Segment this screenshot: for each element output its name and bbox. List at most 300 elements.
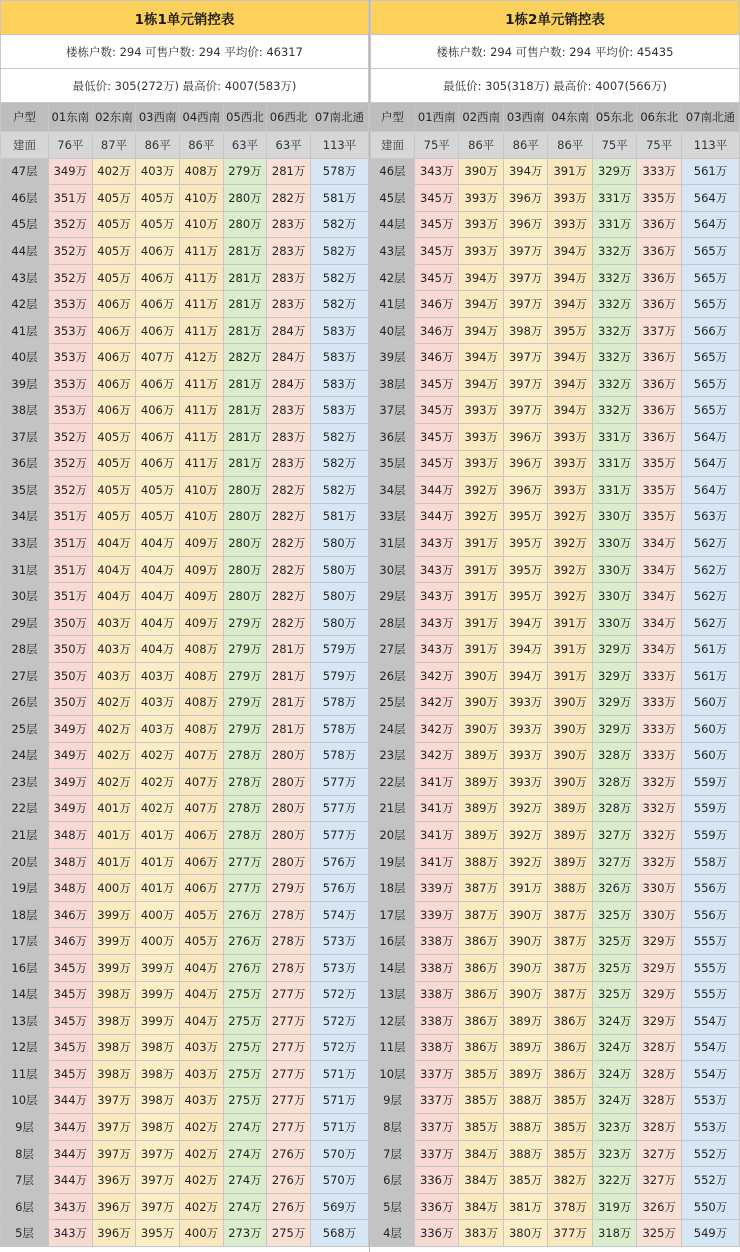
price-cell: 328万 — [637, 1034, 682, 1061]
price-cell: 278万 — [223, 769, 267, 796]
price-cell: 283万 — [267, 264, 311, 291]
price-cell: 345万 — [415, 185, 459, 212]
price-cell: 277万 — [267, 1087, 311, 1114]
price-cell: 407万 — [179, 795, 223, 822]
price-cell: 386万 — [459, 954, 503, 981]
price-cell: 405万 — [136, 211, 180, 238]
price-cell: 389万 — [548, 822, 592, 849]
price-cell: 564万 — [681, 450, 739, 477]
price-cell: 394万 — [503, 662, 547, 689]
price-cell: 404万 — [179, 1008, 223, 1035]
price-cell: 554万 — [681, 1008, 739, 1035]
price-cell: 333万 — [637, 716, 682, 743]
price-cell: 393万 — [459, 397, 503, 424]
floor-row — [1, 158, 369, 185]
price-cell: 402万 — [179, 1114, 223, 1141]
price-cell: 392万 — [548, 556, 592, 583]
price-cell: 555万 — [681, 981, 739, 1008]
price-cell: 277万 — [267, 1061, 311, 1088]
column-header: 06东北 — [637, 103, 682, 132]
area-label: 建面 — [371, 132, 415, 159]
unit1-table — [0, 0, 369, 1247]
floor-label: 41层 — [371, 291, 415, 318]
price-cell: 401万 — [92, 822, 136, 849]
price-cell: 331万 — [592, 185, 636, 212]
price-cell: 341万 — [415, 769, 459, 796]
price-cell: 401万 — [92, 848, 136, 875]
price-cell: 324万 — [592, 1034, 636, 1061]
price-cell: 385万 — [459, 1114, 503, 1141]
floor-row — [371, 530, 740, 557]
price-cell: 384万 — [459, 1140, 503, 1167]
price-cell: 564万 — [681, 424, 739, 451]
price-cell: 345万 — [49, 981, 93, 1008]
floor-row — [1, 742, 369, 769]
price-cell: 282万 — [267, 556, 311, 583]
floor-row — [371, 238, 740, 265]
price-cell: 407万 — [136, 344, 180, 371]
price-cell: 411万 — [179, 264, 223, 291]
price-cell: 550万 — [681, 1193, 739, 1220]
floor-label: 9层 — [1, 1114, 49, 1141]
price-cell: 336万 — [637, 344, 682, 371]
price-cell: 342万 — [415, 689, 459, 716]
floor-row — [371, 636, 740, 663]
price-cell: 394万 — [459, 317, 503, 344]
floor-row — [1, 1220, 369, 1247]
area-cell: 86平 — [503, 132, 547, 159]
floor-label: 45层 — [1, 211, 49, 238]
price-cell: 341万 — [415, 848, 459, 875]
price-cell: 554万 — [681, 1034, 739, 1061]
price-cell: 389万 — [459, 795, 503, 822]
floor-label: 22层 — [371, 769, 415, 796]
price-cell: 336万 — [415, 1193, 459, 1220]
column-header: 03西南 — [136, 103, 180, 132]
price-cell: 351万 — [49, 503, 93, 530]
price-cell: 406万 — [179, 822, 223, 849]
price-cell: 549万 — [681, 1220, 739, 1247]
price-cell: 572万 — [310, 1034, 368, 1061]
floor-row — [371, 370, 740, 397]
price-cell: 402万 — [179, 1193, 223, 1220]
price-cell: 280万 — [267, 742, 311, 769]
floor-label: 44层 — [1, 238, 49, 265]
price-cell: 390万 — [548, 742, 592, 769]
price-cell: 380万 — [503, 1220, 547, 1247]
price-cell: 331万 — [592, 477, 636, 504]
price-cell: 280万 — [223, 556, 267, 583]
price-cell: 389万 — [459, 742, 503, 769]
floor-label: 13层 — [371, 981, 415, 1008]
price-cell: 390万 — [503, 901, 547, 928]
price-cell: 330万 — [592, 583, 636, 610]
price-cell: 571万 — [310, 1061, 368, 1088]
price-cell: 565万 — [681, 397, 739, 424]
price-cell: 345万 — [415, 424, 459, 451]
floor-label: 34层 — [1, 503, 49, 530]
floor-label: 38层 — [1, 397, 49, 424]
price-cell: 396万 — [503, 424, 547, 451]
floor-row — [1, 583, 369, 610]
price-cell: 336万 — [637, 424, 682, 451]
price-cell: 411万 — [179, 397, 223, 424]
price-cell: 389万 — [503, 1061, 547, 1088]
column-header: 01西南 — [415, 103, 459, 132]
floor-row — [1, 264, 369, 291]
price-cell: 332万 — [637, 795, 682, 822]
price-cell: 562万 — [681, 530, 739, 557]
price-cell: 410万 — [179, 185, 223, 212]
floor-row — [371, 1167, 740, 1194]
floor-label: 26层 — [1, 689, 49, 716]
price-cell: 578万 — [310, 716, 368, 743]
column-header: 04东南 — [548, 103, 592, 132]
floor-label: 37层 — [371, 397, 415, 424]
price-cell: 406万 — [136, 317, 180, 344]
price-cell: 406万 — [179, 875, 223, 902]
area-cell: 86平 — [459, 132, 503, 159]
price-cell: 410万 — [179, 477, 223, 504]
price-cell: 386万 — [548, 1061, 592, 1088]
price-cell: 394万 — [459, 370, 503, 397]
price-cell: 388万 — [548, 875, 592, 902]
floor-row — [1, 556, 369, 583]
price-cell: 346万 — [49, 901, 93, 928]
price-cell: 318万 — [592, 1220, 636, 1247]
price-cell: 344万 — [415, 477, 459, 504]
floor-row — [371, 1061, 740, 1088]
price-cell: 391万 — [459, 636, 503, 663]
price-cell: 387万 — [548, 928, 592, 955]
price-cell: 338万 — [415, 981, 459, 1008]
price-cell: 555万 — [681, 928, 739, 955]
price-cell: 275万 — [223, 1034, 267, 1061]
price-cell: 388万 — [503, 1114, 547, 1141]
floor-label: 42层 — [1, 291, 49, 318]
price-cell: 352万 — [49, 238, 93, 265]
unit1-panel — [0, 0, 369, 1252]
floor-row — [371, 822, 740, 849]
area-cell: 113平 — [310, 132, 368, 159]
price-cell: 282万 — [267, 583, 311, 610]
price-cell: 394万 — [548, 264, 592, 291]
price-cell: 344万 — [49, 1087, 93, 1114]
price-cell: 339万 — [415, 901, 459, 928]
price-cell: 399万 — [92, 901, 136, 928]
price-cell: 350万 — [49, 609, 93, 636]
floor-label: 29层 — [371, 583, 415, 610]
price-cell: 330万 — [637, 901, 682, 928]
price-cell: 580万 — [310, 530, 368, 557]
price-cell: 389万 — [459, 822, 503, 849]
price-cell: 325万 — [592, 901, 636, 928]
price-cell: 400万 — [136, 901, 180, 928]
price-cell: 411万 — [179, 317, 223, 344]
price-cell: 395万 — [136, 1220, 180, 1247]
header-label: 户型 — [371, 103, 415, 132]
price-cell: 343万 — [415, 609, 459, 636]
floor-row — [371, 769, 740, 796]
price-cell: 385万 — [548, 1087, 592, 1114]
price-cell: 396万 — [503, 450, 547, 477]
column-header: 04西南 — [179, 103, 223, 132]
price-cell: 281万 — [267, 636, 311, 663]
floor-row — [371, 981, 740, 1008]
price-cell: 407万 — [179, 769, 223, 796]
price-cell: 328万 — [592, 769, 636, 796]
price-cell: 564万 — [681, 477, 739, 504]
price-cell: 275万 — [267, 1220, 311, 1247]
floor-label: 35层 — [371, 450, 415, 477]
price-cell: 343万 — [415, 556, 459, 583]
unit2-title: 1栋2单元销控表 — [371, 1, 740, 35]
price-cell: 411万 — [179, 291, 223, 318]
price-cell: 273万 — [223, 1220, 267, 1247]
price-cell: 390万 — [459, 716, 503, 743]
price-cell: 389万 — [503, 1008, 547, 1035]
price-cell: 578万 — [310, 742, 368, 769]
price-cell: 383万 — [459, 1220, 503, 1247]
price-cell: 394万 — [548, 344, 592, 371]
price-cell: 279万 — [223, 609, 267, 636]
price-cell: 405万 — [179, 901, 223, 928]
price-cell: 349万 — [49, 716, 93, 743]
floor-row — [1, 1008, 369, 1035]
price-cell: 350万 — [49, 689, 93, 716]
price-cell: 397万 — [503, 291, 547, 318]
price-cell: 403万 — [136, 158, 180, 185]
price-cell: 350万 — [49, 662, 93, 689]
price-cell: 576万 — [310, 875, 368, 902]
floor-label: 23层 — [1, 769, 49, 796]
price-cell: 279万 — [223, 689, 267, 716]
floor-row — [1, 317, 369, 344]
floor-label: 43层 — [1, 264, 49, 291]
price-cell: 335万 — [637, 477, 682, 504]
price-cell: 562万 — [681, 556, 739, 583]
price-cell: 570万 — [310, 1140, 368, 1167]
price-cell: 404万 — [92, 583, 136, 610]
price-cell: 399万 — [136, 1008, 180, 1035]
price-cell: 276万 — [267, 1167, 311, 1194]
price-cell: 386万 — [548, 1008, 592, 1035]
price-cell: 581万 — [310, 185, 368, 212]
price-cell: 406万 — [92, 291, 136, 318]
price-cell: 583万 — [310, 344, 368, 371]
floor-label: 6层 — [1, 1193, 49, 1220]
price-cell: 338万 — [415, 954, 459, 981]
floor-label: 30层 — [371, 556, 415, 583]
price-cell: 280万 — [223, 185, 267, 212]
floor-label: 21层 — [1, 822, 49, 849]
floor-row — [1, 1140, 369, 1167]
price-cell: 405万 — [179, 928, 223, 955]
floor-label: 30层 — [1, 583, 49, 610]
price-cell: 333万 — [637, 158, 682, 185]
floor-label: 11层 — [1, 1061, 49, 1088]
column-header: 02西南 — [459, 103, 503, 132]
price-cell: 281万 — [223, 397, 267, 424]
floor-label: 29层 — [1, 609, 49, 636]
price-cell: 345万 — [49, 954, 93, 981]
unit1-summary: 楼栋户数: 294 可售户数: 294 平均价: 46317 — [1, 35, 369, 69]
price-cell: 580万 — [310, 556, 368, 583]
price-cell: 319万 — [592, 1193, 636, 1220]
price-cell: 329万 — [592, 636, 636, 663]
price-cell: 353万 — [49, 397, 93, 424]
price-cell: 280万 — [267, 822, 311, 849]
floor-label: 40层 — [1, 344, 49, 371]
price-cell: 282万 — [267, 609, 311, 636]
floor-row — [1, 238, 369, 265]
floor-row — [371, 185, 740, 212]
price-cell: 332万 — [592, 317, 636, 344]
price-cell: 329万 — [637, 954, 682, 981]
floor-label: 36层 — [371, 424, 415, 451]
price-cell: 281万 — [223, 238, 267, 265]
area-cell: 75平 — [592, 132, 636, 159]
floor-label: 31层 — [371, 530, 415, 557]
column-header: 07南北通 — [681, 103, 739, 132]
price-cell: 338万 — [415, 1034, 459, 1061]
price-cell: 393万 — [503, 769, 547, 796]
price-cell: 278万 — [223, 742, 267, 769]
price-cell: 335万 — [637, 450, 682, 477]
price-cell: 396万 — [503, 211, 547, 238]
price-cell: 332万 — [592, 344, 636, 371]
price-cell: 336万 — [637, 264, 682, 291]
price-cell: 393万 — [459, 238, 503, 265]
price-cell: 345万 — [415, 264, 459, 291]
price-cell: 279万 — [267, 875, 311, 902]
price-cell: 403万 — [92, 609, 136, 636]
price-cell: 352万 — [49, 424, 93, 451]
floor-row — [1, 1034, 369, 1061]
price-cell: 577万 — [310, 795, 368, 822]
price-cell: 328万 — [637, 1061, 682, 1088]
price-cell: 565万 — [681, 370, 739, 397]
area-cell: 63平 — [223, 132, 267, 159]
price-cell: 388万 — [459, 848, 503, 875]
price-cell: 409万 — [179, 530, 223, 557]
unit1-price-range: 最低价: 305(272万) 最高价: 4007(583万) — [1, 69, 369, 103]
price-cell: 581万 — [310, 503, 368, 530]
price-cell: 565万 — [681, 238, 739, 265]
price-cell: 571万 — [310, 1114, 368, 1141]
price-cell: 393万 — [548, 424, 592, 451]
price-cell: 323万 — [592, 1140, 636, 1167]
price-cell: 403万 — [179, 1087, 223, 1114]
price-cell: 330万 — [592, 530, 636, 557]
price-cell: 335万 — [637, 503, 682, 530]
price-cell: 412万 — [179, 344, 223, 371]
price-cell: 281万 — [223, 317, 267, 344]
price-cell: 562万 — [681, 583, 739, 610]
price-cell: 394万 — [548, 291, 592, 318]
price-cell: 281万 — [267, 662, 311, 689]
price-cell: 274万 — [223, 1193, 267, 1220]
floor-label: 38层 — [371, 370, 415, 397]
price-cell: 394万 — [459, 291, 503, 318]
floor-label: 25层 — [371, 689, 415, 716]
price-cell: 394万 — [503, 636, 547, 663]
price-cell: 343万 — [415, 530, 459, 557]
price-cell: 389万 — [548, 848, 592, 875]
price-cell: 341万 — [415, 822, 459, 849]
price-cell: 401万 — [136, 822, 180, 849]
floor-label: 12层 — [371, 1008, 415, 1035]
price-cell: 565万 — [681, 264, 739, 291]
price-cell: 391万 — [459, 556, 503, 583]
price-cell: 282万 — [267, 477, 311, 504]
price-cell: 345万 — [415, 238, 459, 265]
price-cell: 406万 — [92, 317, 136, 344]
price-cell: 552万 — [681, 1167, 739, 1194]
price-cell: 328万 — [592, 795, 636, 822]
price-cell: 396万 — [92, 1193, 136, 1220]
price-cell: 402万 — [92, 689, 136, 716]
floor-label: 20层 — [371, 822, 415, 849]
floor-row — [1, 636, 369, 663]
price-cell: 394万 — [503, 158, 547, 185]
floor-row — [1, 954, 369, 981]
price-cell: 404万 — [179, 954, 223, 981]
floor-row — [371, 689, 740, 716]
price-cell: 331万 — [592, 424, 636, 451]
floor-row — [1, 1167, 369, 1194]
column-header: 05西北 — [223, 103, 267, 132]
floor-row — [371, 954, 740, 981]
floor-row — [1, 291, 369, 318]
price-cell: 553万 — [681, 1114, 739, 1141]
price-cell: 397万 — [136, 1193, 180, 1220]
price-cell: 350万 — [49, 636, 93, 663]
price-cell: 325万 — [637, 1220, 682, 1247]
price-cell: 387万 — [459, 875, 503, 902]
header-label: 户型 — [1, 103, 49, 132]
price-cell: 346万 — [415, 291, 459, 318]
price-cell: 349万 — [49, 795, 93, 822]
floor-row — [1, 1087, 369, 1114]
floor-label: 41层 — [1, 317, 49, 344]
price-cell: 392万 — [459, 477, 503, 504]
price-cell: 276万 — [267, 1140, 311, 1167]
price-cell: 334万 — [637, 583, 682, 610]
floor-row — [1, 211, 369, 238]
price-cell: 345万 — [415, 211, 459, 238]
price-cell: 284万 — [267, 317, 311, 344]
price-cell: 327万 — [592, 848, 636, 875]
price-cell: 388万 — [503, 1087, 547, 1114]
price-cell: 400万 — [92, 875, 136, 902]
price-cell: 403万 — [136, 662, 180, 689]
floor-label: 6层 — [371, 1167, 415, 1194]
price-cell: 397万 — [503, 397, 547, 424]
price-cell: 277万 — [267, 981, 311, 1008]
floor-row — [371, 1114, 740, 1141]
floor-label: 14层 — [1, 981, 49, 1008]
price-cell: 390万 — [503, 954, 547, 981]
price-cell: 402万 — [92, 716, 136, 743]
floor-label: 22层 — [1, 795, 49, 822]
price-cell: 333万 — [637, 689, 682, 716]
area-cell: 87平 — [92, 132, 136, 159]
floor-label: 28层 — [371, 609, 415, 636]
price-cell: 402万 — [92, 158, 136, 185]
price-cell: 390万 — [503, 981, 547, 1008]
price-cell: 408万 — [179, 662, 223, 689]
